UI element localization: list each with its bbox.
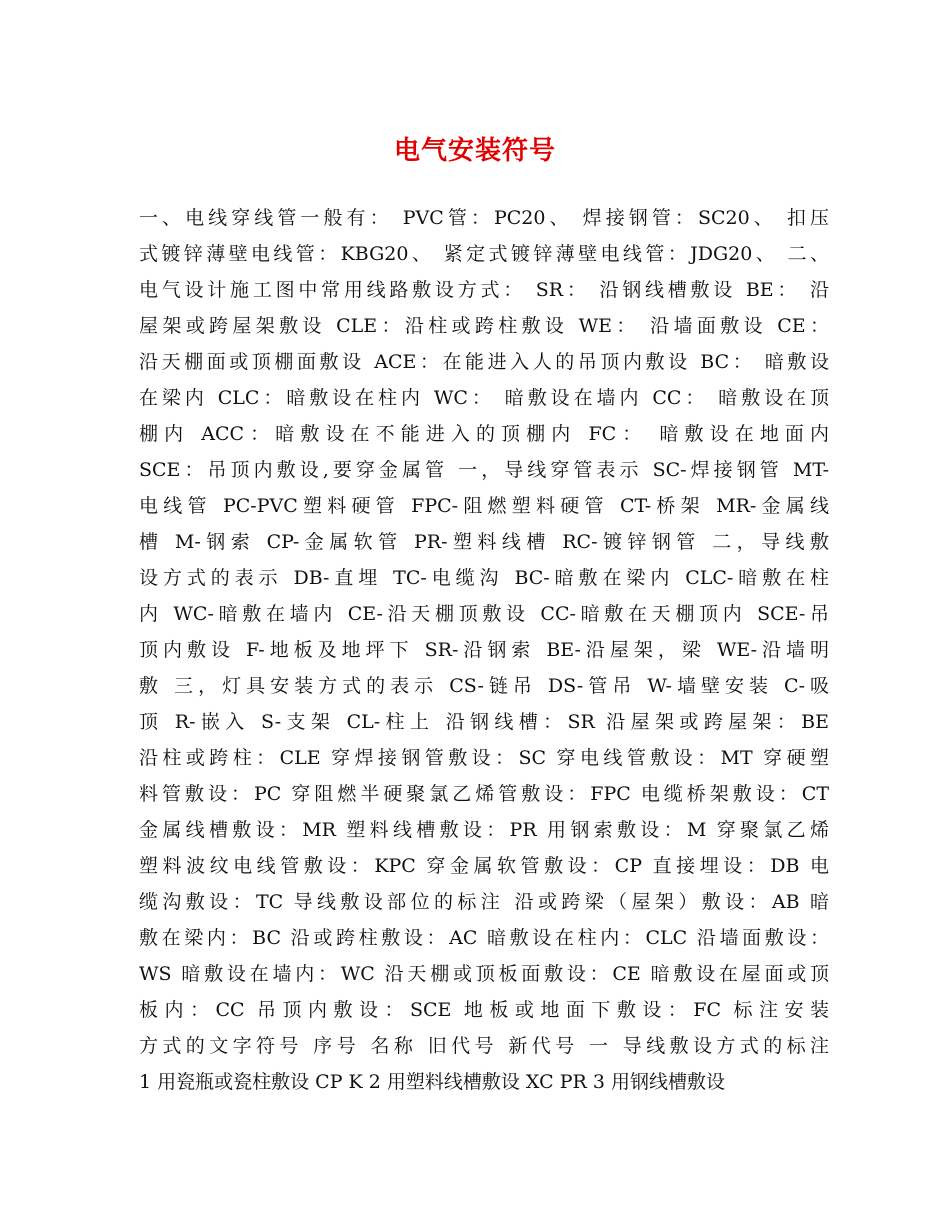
body-line: SCE：吊顶内敷设,要穿金属管 一，导线穿管表示 SC-焊接钢管 MT- <box>139 459 829 481</box>
body-line: 一、电线穿线管一般有： PVC管：PC20、 焊接钢管：SC20、 扣压 <box>139 207 829 229</box>
body-line: 电气设计施工图中常用线路敷设方式： SR： 沿钢线槽敷设 BE： 沿 <box>139 279 829 301</box>
body-line: 塑料波纹电线管敷设：KPC 穿金属软管敷设：CP 直接埋设：DB 电 <box>139 855 829 877</box>
body-line: 屋架或跨屋架敷设 CLE：沿柱或跨柱敷设 WE： 沿墙面敷设 CE： <box>139 315 829 337</box>
body-line: 缆沟敷设：TC 导线敷设部位的标注 沿或跨梁（屋架）敷设：AB 暗 <box>139 891 829 913</box>
body-line: 板内：CC 吊顶内敷设：SCE 地板或地面下敷设：FC 标注安装 <box>139 999 829 1021</box>
body-line: 料管敷设：PC 穿阻燃半硬聚氯乙烯管敷设：FPC 电缆桥架敷设：CT <box>139 783 829 805</box>
body-line: 1 用瓷瓶或瓷柱敷设 CP K 2 用塑料线槽敷设 XC PR 3 用钢线槽敷设 <box>139 1071 725 1093</box>
body-line: 设方式的表示 DB-直埋 TC-电缆沟 BC-暗敷在梁内 CLC-暗敷在柱 <box>139 567 829 589</box>
body-line: 方式的文字符号 序号 名称 旧代号 新代号 一 导线敷设方式的标注 <box>139 1035 829 1057</box>
body-line: 式镀锌薄壁电线管：KBG20、 紧定式镀锌薄壁电线管：JDG20、 二、 <box>139 243 829 265</box>
body-line: 在梁内 CLC：暗敷设在柱内 WC： 暗敷设在墙内 CC： 暗敷设在顶 <box>139 387 829 409</box>
body-line: 电线管 PC-PVC塑料硬管 FPC-阻燃塑料硬管 CT-桥架 MR-金属线 <box>139 495 829 517</box>
document-title: 电气安装符号 <box>393 136 556 166</box>
body-line: 敷在梁内：BC 沿或跨柱敷设：AC 暗敷设在柱内：CLC 沿墙面敷设： <box>139 927 829 949</box>
body-line: 敷 三，灯具安装方式的表示 CS-链吊 DS-管吊 W-墙壁安装 C-吸 <box>139 675 829 697</box>
document-body <box>139 200 829 1100</box>
body-line: 内 WC-暗敷在墙内 CE-沿天棚顶敷设 CC-暗敷在天棚顶内 SCE-吊 <box>139 603 829 625</box>
body-line: WS 暗敷设在墙内：WC 沿天棚或顶板面敷设：CE 暗敷设在屋面或顶 <box>139 963 829 985</box>
body-line: 槽 M-钢索 CP-金属软管 PR-塑料线槽 RC-镀锌钢管 二，导线敷 <box>139 531 829 553</box>
body-line: 沿天棚面或顶棚面敷设 ACE：在能进入人的吊顶内敷设 BC： 暗敷设 <box>139 351 829 373</box>
body-line: 金属线槽敷设：MR 塑料线槽敷设：PR 用钢索敷设：M 穿聚氯乙烯 <box>139 819 829 841</box>
body-line: 顶 R-嵌入 S-支架 CL-柱上 沿钢线槽：SR 沿屋架或跨屋架：BE <box>139 711 829 733</box>
body-line: 棚内 ACC：暗敷设在不能进入的顶棚内 FC： 暗敷设在地面内 <box>139 423 829 445</box>
body-line: 沿柱或跨柱：CLE 穿焊接钢管敷设：SC 穿电线管敷设：MT 穿硬塑 <box>139 747 829 769</box>
body-line: 顶内敷设 F-地板及地坪下 SR-沿钢索 BE-沿屋架，梁 WE-沿墙明 <box>139 639 829 661</box>
